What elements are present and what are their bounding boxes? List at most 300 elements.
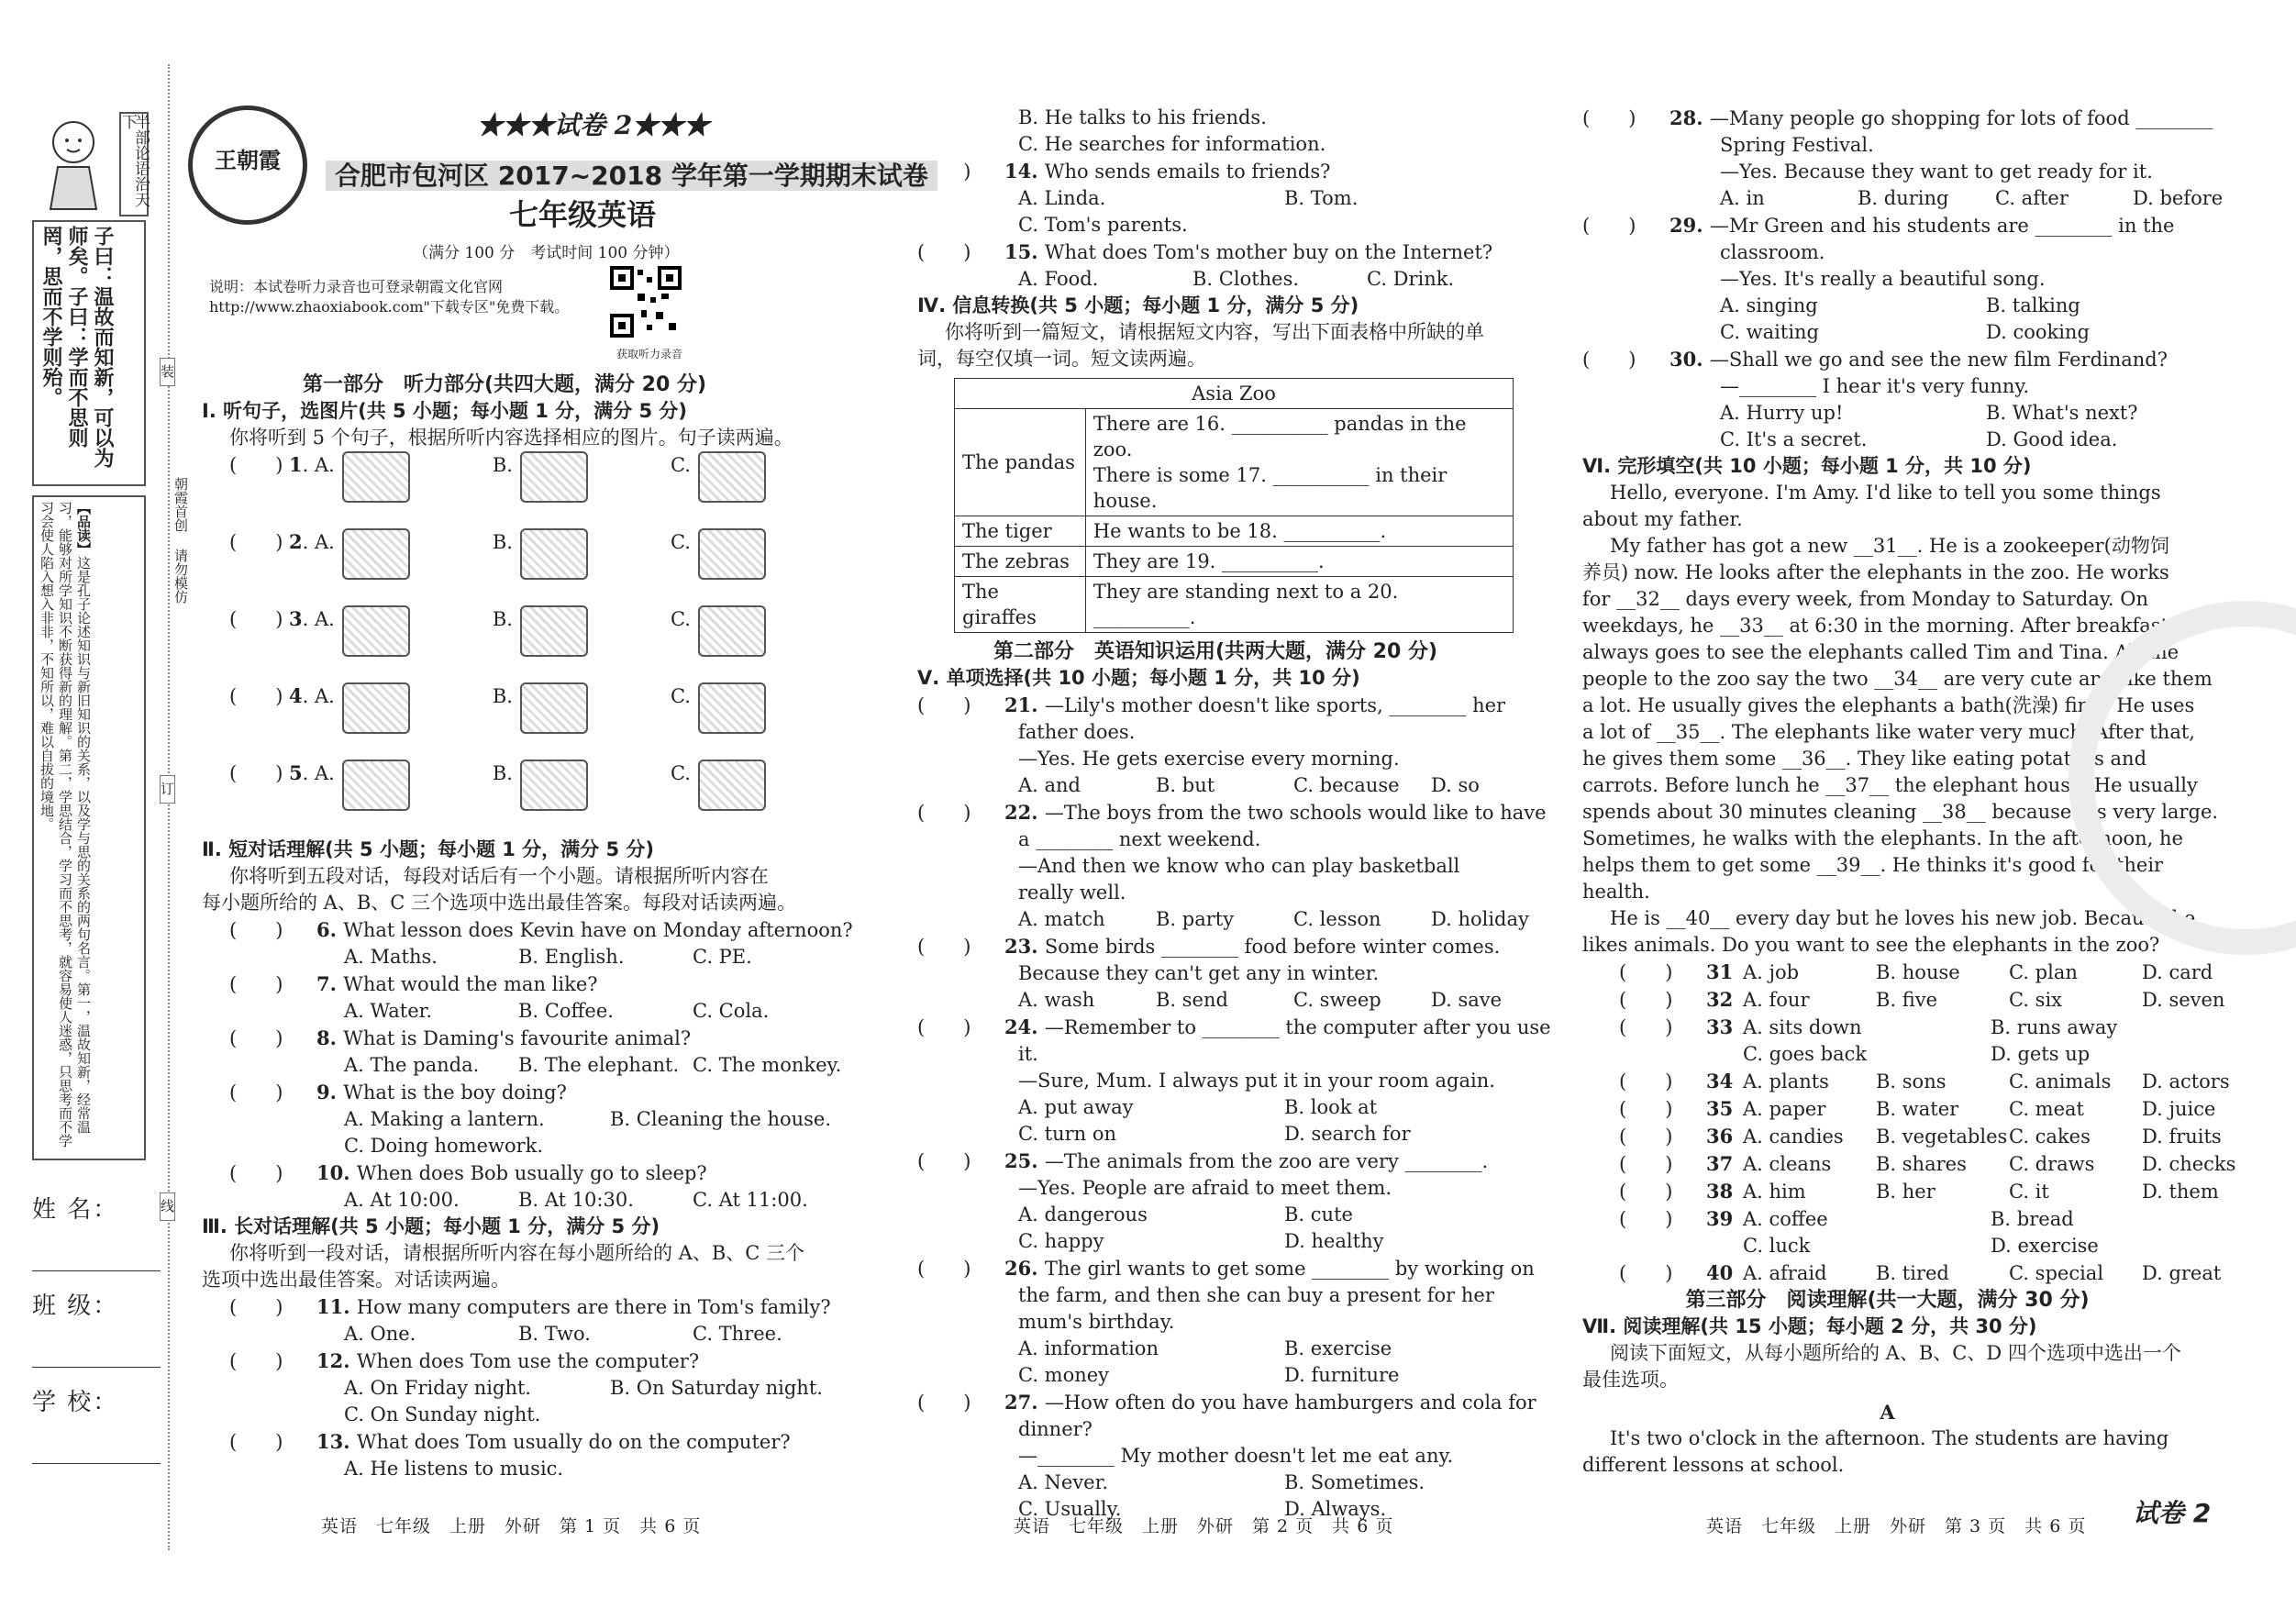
option[interactable]: B. during — [1858, 187, 1949, 209]
answer-blank[interactable]: ( ) — [1619, 1098, 1673, 1120]
option[interactable]: A. put away — [1018, 1096, 1134, 1118]
exam-meta: （满分 100 分 考试时间 100 分钟） — [413, 244, 680, 262]
option[interactable]: C. animals — [2009, 1070, 2112, 1092]
options-row — [202, 1456, 807, 1482]
question-26 — [917, 1255, 1535, 1282]
answer-blank[interactable]: ( ) — [917, 694, 971, 716]
option[interactable]: A. Food. — [1018, 268, 1099, 290]
option[interactable]: B. her — [1876, 1181, 1936, 1203]
answer-blank[interactable]: ( ) — [1619, 961, 1673, 983]
option-13b: B. He talks to his friends. — [1018, 106, 1267, 128]
passage-line: Hello, everyone. I'm Amy. I'd like to tell you some things — [1610, 482, 2161, 504]
option[interactable]: A. information — [1018, 1337, 1159, 1359]
question-24-line: it. — [1018, 1043, 1038, 1065]
cloze-question-40 — [1582, 1259, 2222, 1287]
table-line: He wants to be 18. __________. — [1093, 520, 1387, 542]
picture-option-a[interactable] — [342, 528, 410, 580]
cloze-question-36 — [1582, 1123, 2222, 1150]
option[interactable]: C. draws — [2009, 1153, 2095, 1175]
binding-line — [168, 64, 170, 1550]
option[interactable]: D. checks — [2142, 1153, 2236, 1175]
question-number: 34 — [1706, 1070, 1734, 1092]
option[interactable]: A. four — [1743, 989, 1810, 1011]
answer-blank[interactable]: ( ) — [229, 454, 283, 476]
option[interactable]: C. luck — [1743, 1235, 1811, 1257]
option[interactable]: A. sits down — [1743, 1016, 1862, 1038]
question-number: 26. — [1004, 1257, 1045, 1280]
option[interactable]: C. It's a secret. — [1720, 428, 1868, 450]
option-label: . A. — [302, 762, 335, 784]
answer-blank[interactable]: ( ) — [229, 685, 283, 707]
question-number: 25. — [1004, 1149, 1045, 1172]
options-row — [1582, 319, 2192, 346]
option-label: C. — [670, 762, 691, 784]
binding-mark-2: 订 — [160, 775, 175, 804]
option[interactable]: A. afraid — [1743, 1262, 1827, 1284]
passage-line: Sometimes, he walks with the elephants. In the afternoon, he — [1582, 827, 2183, 849]
option[interactable]: B. On Saturday night. — [610, 1377, 823, 1399]
answer-blank[interactable]: ( ) — [1619, 1208, 1673, 1230]
question-stem: Who sends emails to friends? — [1044, 161, 1331, 183]
question-number: 30. — [1669, 348, 1710, 371]
answer-blank[interactable]: ( ) — [917, 241, 971, 263]
option[interactable]: B. The elephant. — [518, 1054, 680, 1076]
option[interactable]: A. job — [1743, 961, 1800, 983]
answer-blank[interactable]: ( ) — [1619, 1181, 1673, 1203]
option[interactable]: B. What's next? — [1986, 402, 2138, 424]
option[interactable]: C. On Sunday night. — [344, 1403, 541, 1425]
option[interactable]: B. Sometimes. — [1284, 1471, 1425, 1493]
zoo-table — [954, 378, 1514, 633]
option[interactable]: C. Drink. — [1367, 268, 1455, 290]
question-number: 6. — [316, 918, 344, 941]
option[interactable]: D. Always. — [1284, 1498, 1387, 1520]
option[interactable]: D. holiday — [1431, 908, 1529, 930]
options-row — [1582, 185, 2224, 212]
section-4-intro-2: 词，每空仅填一词。短文读两遍。 — [917, 348, 1206, 370]
options-row — [202, 944, 807, 970]
picture-question-1 — [202, 451, 807, 528]
question-number: 33 — [1706, 1015, 1734, 1038]
option[interactable]: D. search for — [1284, 1123, 1411, 1145]
options-row — [917, 266, 1514, 293]
option[interactable]: A. Water. — [344, 1000, 433, 1022]
option[interactable]: D. exercise — [1991, 1235, 2099, 1257]
question-27-line: dinner? — [1018, 1418, 1093, 1440]
answer-blank[interactable]: ( ) — [229, 531, 283, 553]
option[interactable]: C. PE. — [693, 946, 752, 968]
question-27 — [917, 1389, 1536, 1416]
question-number: 37 — [1706, 1152, 1734, 1175]
question-stem: —How often do you have hamburgers and cola for — [1044, 1392, 1536, 1414]
question-stem: —Many people go shopping for lots of food ________ — [1709, 107, 2213, 129]
option-label: C. — [670, 531, 691, 553]
option[interactable]: D. great — [2142, 1262, 2222, 1284]
option[interactable]: C. after — [1995, 187, 2069, 209]
answer-blank[interactable]: ( ) — [229, 1431, 283, 1453]
question-28 — [1582, 105, 2213, 132]
picture-option-a[interactable] — [342, 760, 410, 811]
passage-line: carrots. Before lunch he __37__ the elephant house. He usually — [1582, 774, 2198, 796]
option[interactable]: B. Coffee. — [518, 1000, 614, 1022]
table-info — [1085, 409, 1513, 516]
question-number: 13. — [316, 1430, 357, 1453]
answer-blank[interactable]: ( ) — [1619, 1070, 1673, 1092]
passage-line: a lot. He usually gives the elephants a bath(洗澡) first. He uses — [1582, 694, 2195, 716]
name-field[interactable] — [32, 1270, 161, 1271]
option[interactable]: D. Good idea. — [1986, 428, 2118, 450]
table-info — [1085, 516, 1513, 547]
question-23 — [917, 933, 1514, 960]
options-row — [917, 1121, 1514, 1148]
reading-box — [32, 495, 146, 1160]
picture-option-c[interactable] — [698, 760, 766, 811]
answer-blank[interactable]: ( ) — [917, 802, 971, 824]
option[interactable]: B. send — [1156, 989, 1228, 1011]
table-row — [955, 516, 1514, 547]
option[interactable]: C. cakes — [2009, 1126, 2091, 1148]
answer-blank[interactable]: ( ) — [1582, 215, 1636, 237]
option-label: B. — [492, 762, 513, 784]
passage-line: health. — [1582, 881, 1650, 903]
picture-option-b[interactable] — [520, 605, 588, 657]
answer-blank[interactable]: ( ) — [917, 1016, 971, 1038]
option[interactable]: B. At 10:30. — [518, 1189, 634, 1211]
option[interactable]: A. Linda. — [1018, 187, 1106, 209]
question-21 — [917, 692, 1514, 719]
corner-badge: 试卷 2 — [2133, 1498, 2212, 1528]
qr-caption: 获取听力录音 — [616, 348, 683, 360]
option[interactable]: B. Tom. — [1284, 187, 1359, 209]
option[interactable]: B. sons — [1876, 1070, 1947, 1092]
option[interactable]: B. Cleaning the house. — [610, 1108, 832, 1130]
question-number: 31 — [1706, 960, 1734, 983]
table-title: Asia Zoo — [955, 379, 1514, 409]
option[interactable]: C. goes back — [1743, 1043, 1868, 1065]
cloze-question-37 — [1582, 1150, 2236, 1178]
option[interactable]: B. Two. — [518, 1323, 591, 1345]
answer-blank[interactable]: ( ) — [1619, 1016, 1673, 1038]
option[interactable]: C. sweep — [1293, 989, 1381, 1011]
picture-option-a[interactable] — [342, 605, 410, 657]
option[interactable]: C. Three. — [693, 1323, 782, 1345]
class-label: 班 级： — [32, 1292, 119, 1320]
answer-blank[interactable]: ( ) — [229, 1162, 283, 1184]
question-stem: —Lily's mother doesn't like sports, ________ her — [1044, 694, 1506, 716]
question-number: 5 — [289, 761, 303, 784]
option-label: . A. — [302, 685, 335, 707]
answer-blank[interactable]: ( ) — [917, 936, 971, 958]
question-30 — [1582, 346, 2192, 373]
question-stem: —The boys from the two schools would like to have — [1044, 802, 1547, 824]
option[interactable]: A. him — [1743, 1181, 1806, 1203]
option[interactable]: C. it — [2009, 1181, 2049, 1203]
table-animal: The pandas — [955, 409, 1086, 516]
option[interactable]: B. tired — [1876, 1262, 1949, 1284]
option[interactable]: D. furniture — [1284, 1364, 1400, 1386]
option[interactable]: A. Hurry up! — [1720, 402, 1844, 424]
question-number: 40 — [1706, 1261, 1734, 1284]
picture-option-a[interactable] — [342, 682, 410, 734]
answer-blank[interactable]: ( ) — [1619, 1153, 1673, 1175]
option[interactable]: C. lesson — [1293, 908, 1381, 930]
question-28-line: Spring Festival. — [1720, 134, 1874, 156]
option[interactable]: D. juice — [2142, 1098, 2216, 1120]
option[interactable]: A. The panda. — [344, 1054, 480, 1076]
option[interactable]: D. seven — [2142, 989, 2225, 1011]
logo-text: 王朝霞 — [215, 147, 281, 173]
page-footer-3: 英语 七年级 上册 外研 第 3 页 共 6 页 — [1706, 1516, 2087, 1536]
option[interactable]: C. special — [2009, 1262, 2104, 1284]
passage-line: He is __40__ every day but he loves his new job. Because he — [1610, 907, 2196, 929]
question-stem: When does Tom use the computer? — [356, 1350, 700, 1372]
option[interactable]: A. wash — [1018, 989, 1095, 1011]
table-info — [1085, 547, 1513, 577]
option[interactable]: A. match — [1018, 908, 1105, 930]
picture-question-4 — [202, 682, 807, 760]
qr-code[interactable] — [610, 266, 682, 338]
option[interactable]: C. turn on — [1018, 1123, 1117, 1145]
option[interactable]: B. exercise — [1284, 1337, 1392, 1359]
question-26-line: the farm, and then she can buy a present for her — [1018, 1284, 1494, 1306]
answer-blank[interactable]: ( ) — [1619, 1126, 1673, 1148]
question-number: 4 — [289, 684, 303, 707]
cloze-question-31 — [1582, 959, 2213, 986]
answer-blank[interactable]: ( ) — [1582, 107, 1636, 129]
motto-text: 半部论语治天下 — [118, 114, 150, 207]
option[interactable]: A. Maths. — [344, 946, 438, 968]
passage-line: helps them to get some __39__. He thinks it's good for their — [1582, 854, 2164, 876]
option[interactable]: A. singing — [1720, 294, 1818, 316]
section-2-title: Ⅱ. 短对话理解(共 5 小题；每小题 1 分，满分 5 分) — [202, 838, 655, 860]
option[interactable]: C. Tom's parents. — [1018, 214, 1188, 236]
option[interactable]: C. meat — [2009, 1098, 2084, 1120]
section-3-title: Ⅲ. 长对话理解(共 5 小题；每小题 1 分，满分 5 分) — [202, 1215, 660, 1237]
quote-box — [32, 220, 146, 486]
school-field[interactable] — [32, 1463, 161, 1464]
picture-question-5 — [202, 760, 807, 837]
option[interactable]: B. house — [1876, 961, 1960, 983]
class-field[interactable] — [32, 1367, 161, 1368]
option[interactable]: C. six — [2009, 989, 2063, 1011]
picture-option-b[interactable] — [520, 682, 588, 734]
option[interactable]: A. and — [1018, 774, 1081, 796]
table-line: There is some 17. __________ in their house. — [1093, 464, 1447, 512]
answer-blank[interactable]: ( ) — [229, 762, 283, 784]
option[interactable]: A. paper — [1743, 1098, 1826, 1120]
table-animal: The tiger — [955, 516, 1086, 547]
option[interactable]: C. happy — [1018, 1230, 1104, 1252]
motto-box — [119, 112, 149, 216]
download-note: 说明：本试卷听力录音也可登录朝霞文化官网 http://www.zhaoxiabook.com"下载专区"免费下载。 — [209, 278, 570, 316]
cloze-options — [1582, 959, 2236, 1287]
option[interactable]: B. bread — [1991, 1208, 2074, 1230]
option[interactable]: C. Cola. — [693, 1000, 770, 1022]
answer-blank[interactable]: ( ) — [229, 608, 283, 630]
exam-title: 合肥市包河区 2017~2018 学年第一学期期末试卷 — [326, 161, 937, 191]
picture-option-b[interactable] — [520, 528, 588, 580]
picture-option-b[interactable] — [520, 451, 588, 503]
passage-line: weekdays, he __33__ at 6:30 in the morning. After breakfast he — [1582, 615, 2199, 637]
reading-text: 这是孔子论述知识与新旧知识的关系，以及学与思的关系的两句名言。第一，温故知新，经常温习，能够对所学知识不断获得新的理解。第二，学思结合，学习而不思考，就容易使人迷惑，只思考而不学习会使人陷入想入非非，不知所以，难以自拔的境地。 — [39, 501, 92, 1148]
option[interactable]: A. candies — [1743, 1126, 1844, 1148]
answer-blank[interactable]: ( ) — [229, 1081, 283, 1103]
option[interactable]: B. English. — [518, 946, 625, 968]
option[interactable]: A. cleans — [1743, 1153, 1832, 1175]
option[interactable]: C. money — [1018, 1364, 1110, 1386]
options-row — [202, 1321, 807, 1347]
option[interactable]: B. cute — [1284, 1203, 1353, 1225]
answer-blank[interactable]: ( ) — [917, 1150, 971, 1172]
option[interactable]: A. in — [1720, 187, 1765, 209]
option[interactable]: A. On Friday night. — [344, 1377, 532, 1399]
option[interactable]: D. card — [2142, 961, 2213, 983]
option[interactable]: C. plan — [2009, 961, 2078, 983]
options-row — [1582, 293, 2192, 319]
section-4-intro: 你将听到一篇短文，请根据短文内容，写出下面表格中所缺的单 — [945, 321, 1484, 343]
option[interactable]: D. cooking — [1986, 321, 2090, 343]
answer-blank[interactable]: ( ) — [229, 1296, 283, 1318]
option[interactable]: D. gets up — [1991, 1043, 2091, 1065]
multiple-choice-cont — [1582, 105, 2224, 453]
picture-option-c[interactable] — [698, 605, 766, 657]
option[interactable]: A. Making a lantern. — [344, 1108, 545, 1130]
option[interactable]: B. Clothes. — [1192, 268, 1300, 290]
option[interactable]: B. shares — [1876, 1153, 1967, 1175]
option[interactable]: A. At 10:00. — [344, 1189, 460, 1211]
options-row — [917, 987, 1514, 1014]
question-stem: —Mr Green and his students are ________ in the — [1709, 215, 2175, 237]
question-24-line: —Sure, Mum. I always put it in your room again. — [1018, 1070, 1495, 1092]
option[interactable]: C. Usually. — [1018, 1498, 1122, 1520]
question-25-line: —Yes. People are afraid to meet them. — [1018, 1177, 1392, 1199]
question-15 — [917, 238, 1514, 266]
answer-blank[interactable]: ( ) — [229, 919, 283, 941]
side-note: 朝霞首创 请勿模仿 — [172, 477, 189, 604]
question-13 — [202, 1428, 807, 1456]
question-number: 38 — [1706, 1180, 1734, 1203]
question-number: 15. — [1004, 240, 1045, 263]
option[interactable]: A. He listens to music. — [344, 1458, 564, 1480]
picture-option-a[interactable] — [342, 451, 410, 503]
question-10 — [202, 1159, 807, 1187]
question-number: 7. — [316, 972, 344, 995]
option[interactable]: B. look at — [1284, 1096, 1378, 1118]
option[interactable]: A. coffee — [1743, 1208, 1828, 1230]
question-number: 32 — [1706, 988, 1734, 1011]
option-label: C. — [670, 685, 691, 707]
answer-blank[interactable]: ( ) — [229, 973, 283, 995]
option[interactable]: B. water — [1876, 1098, 1959, 1120]
answer-blank[interactable]: ( ) — [229, 1027, 283, 1049]
option-label: B. — [492, 531, 513, 553]
cloze-question-39 — [1582, 1205, 2192, 1233]
option[interactable]: C. because — [1293, 774, 1400, 796]
option[interactable]: C. Doing homework. — [344, 1135, 544, 1157]
question-number: 8. — [316, 1026, 344, 1049]
option-label: . A. — [302, 454, 335, 476]
listening-questions-cont — [917, 158, 1514, 293]
option[interactable]: D. save — [1431, 989, 1503, 1011]
option[interactable]: A. One. — [344, 1323, 416, 1345]
option[interactable]: D. healthy — [1284, 1230, 1384, 1252]
question-25 — [917, 1148, 1514, 1175]
option[interactable]: B. party — [1156, 908, 1235, 930]
question-26-line: mum's birthday. — [1018, 1311, 1175, 1333]
table-row — [955, 577, 1514, 633]
option[interactable]: D. them — [2142, 1181, 2219, 1203]
option[interactable]: B. vegetables — [1876, 1126, 2008, 1148]
option[interactable]: B. but — [1156, 774, 1215, 796]
options-row — [202, 1187, 807, 1214]
question-12 — [202, 1347, 807, 1375]
options-row — [917, 772, 1514, 799]
cloze-question-38 — [1582, 1178, 2219, 1205]
option[interactable]: C. The monkey. — [693, 1054, 842, 1076]
passage-a-title: A — [1880, 1401, 1895, 1424]
exam-badge: ★★★试卷 2★★★ — [477, 110, 710, 140]
answer-blank[interactable]: ( ) — [917, 1392, 971, 1414]
option[interactable]: B. five — [1876, 989, 1938, 1011]
option[interactable]: D. before — [2133, 187, 2224, 209]
question-stem: What lesson does Kevin have on Monday afternoon? — [343, 919, 853, 941]
question-number: 36 — [1706, 1125, 1734, 1148]
picture-option-b[interactable] — [520, 760, 588, 811]
answer-blank[interactable]: ( ) — [1619, 989, 1673, 1011]
section-7-title: Ⅶ. 阅读理解(共 15 小题；每小题 2 分，共 30 分) — [1582, 1315, 2037, 1337]
picture-option-c[interactable] — [698, 528, 766, 580]
option[interactable]: D. fruits — [2142, 1126, 2222, 1148]
answer-blank[interactable]: ( ) — [229, 1350, 283, 1372]
options-row — [917, 1228, 1514, 1255]
option[interactable]: A. plants — [1743, 1070, 1829, 1092]
passage-line: about my father. — [1582, 508, 1743, 530]
passage-a-line-1: It's two o'clock in the afternoon. The students are having — [1610, 1427, 2169, 1449]
option-label: B. — [492, 608, 513, 630]
option[interactable]: A. Never. — [1018, 1471, 1109, 1493]
question-number: 14. — [1004, 160, 1045, 183]
cloze-question-33 — [1582, 1014, 2192, 1041]
option[interactable]: A. dangerous — [1018, 1203, 1148, 1225]
answer-blank[interactable]: ( ) — [917, 1258, 971, 1280]
option[interactable]: C. At 11:00. — [693, 1189, 808, 1211]
question-number: 21. — [1004, 693, 1045, 716]
options-row — [202, 1052, 842, 1079]
options-row — [917, 1094, 1514, 1121]
passage-line: for __32__ days every week, from Monday to Saturday. On — [1582, 588, 2149, 610]
section-3-intro-2: 选项中选出最佳答案。对话读两遍。 — [202, 1269, 510, 1291]
question-number: 3 — [289, 607, 303, 630]
picture-option-c[interactable] — [698, 451, 766, 503]
options-row — [917, 1202, 1514, 1228]
answer-blank[interactable]: ( ) — [1619, 1262, 1673, 1284]
option[interactable]: B. runs away — [1991, 1016, 2118, 1038]
option[interactable]: D. so — [1431, 774, 1480, 796]
question-22 — [917, 799, 1547, 826]
listening-questions — [202, 916, 853, 1214]
option[interactable]: B. talking — [1986, 294, 2080, 316]
answer-blank[interactable]: ( ) — [917, 161, 971, 183]
option[interactable]: C. waiting — [1720, 321, 1820, 343]
question-stem: What does Tom usually do on the computer? — [356, 1431, 791, 1453]
option[interactable]: D. actors — [2142, 1070, 2230, 1092]
question-stem: What is the boy doing? — [343, 1081, 567, 1103]
picture-option-c[interactable] — [698, 682, 766, 734]
question-number: 9. — [316, 1081, 344, 1103]
answer-blank[interactable]: ( ) — [1582, 349, 1636, 371]
table-row — [955, 547, 1514, 577]
picture-question-2 — [202, 528, 807, 605]
